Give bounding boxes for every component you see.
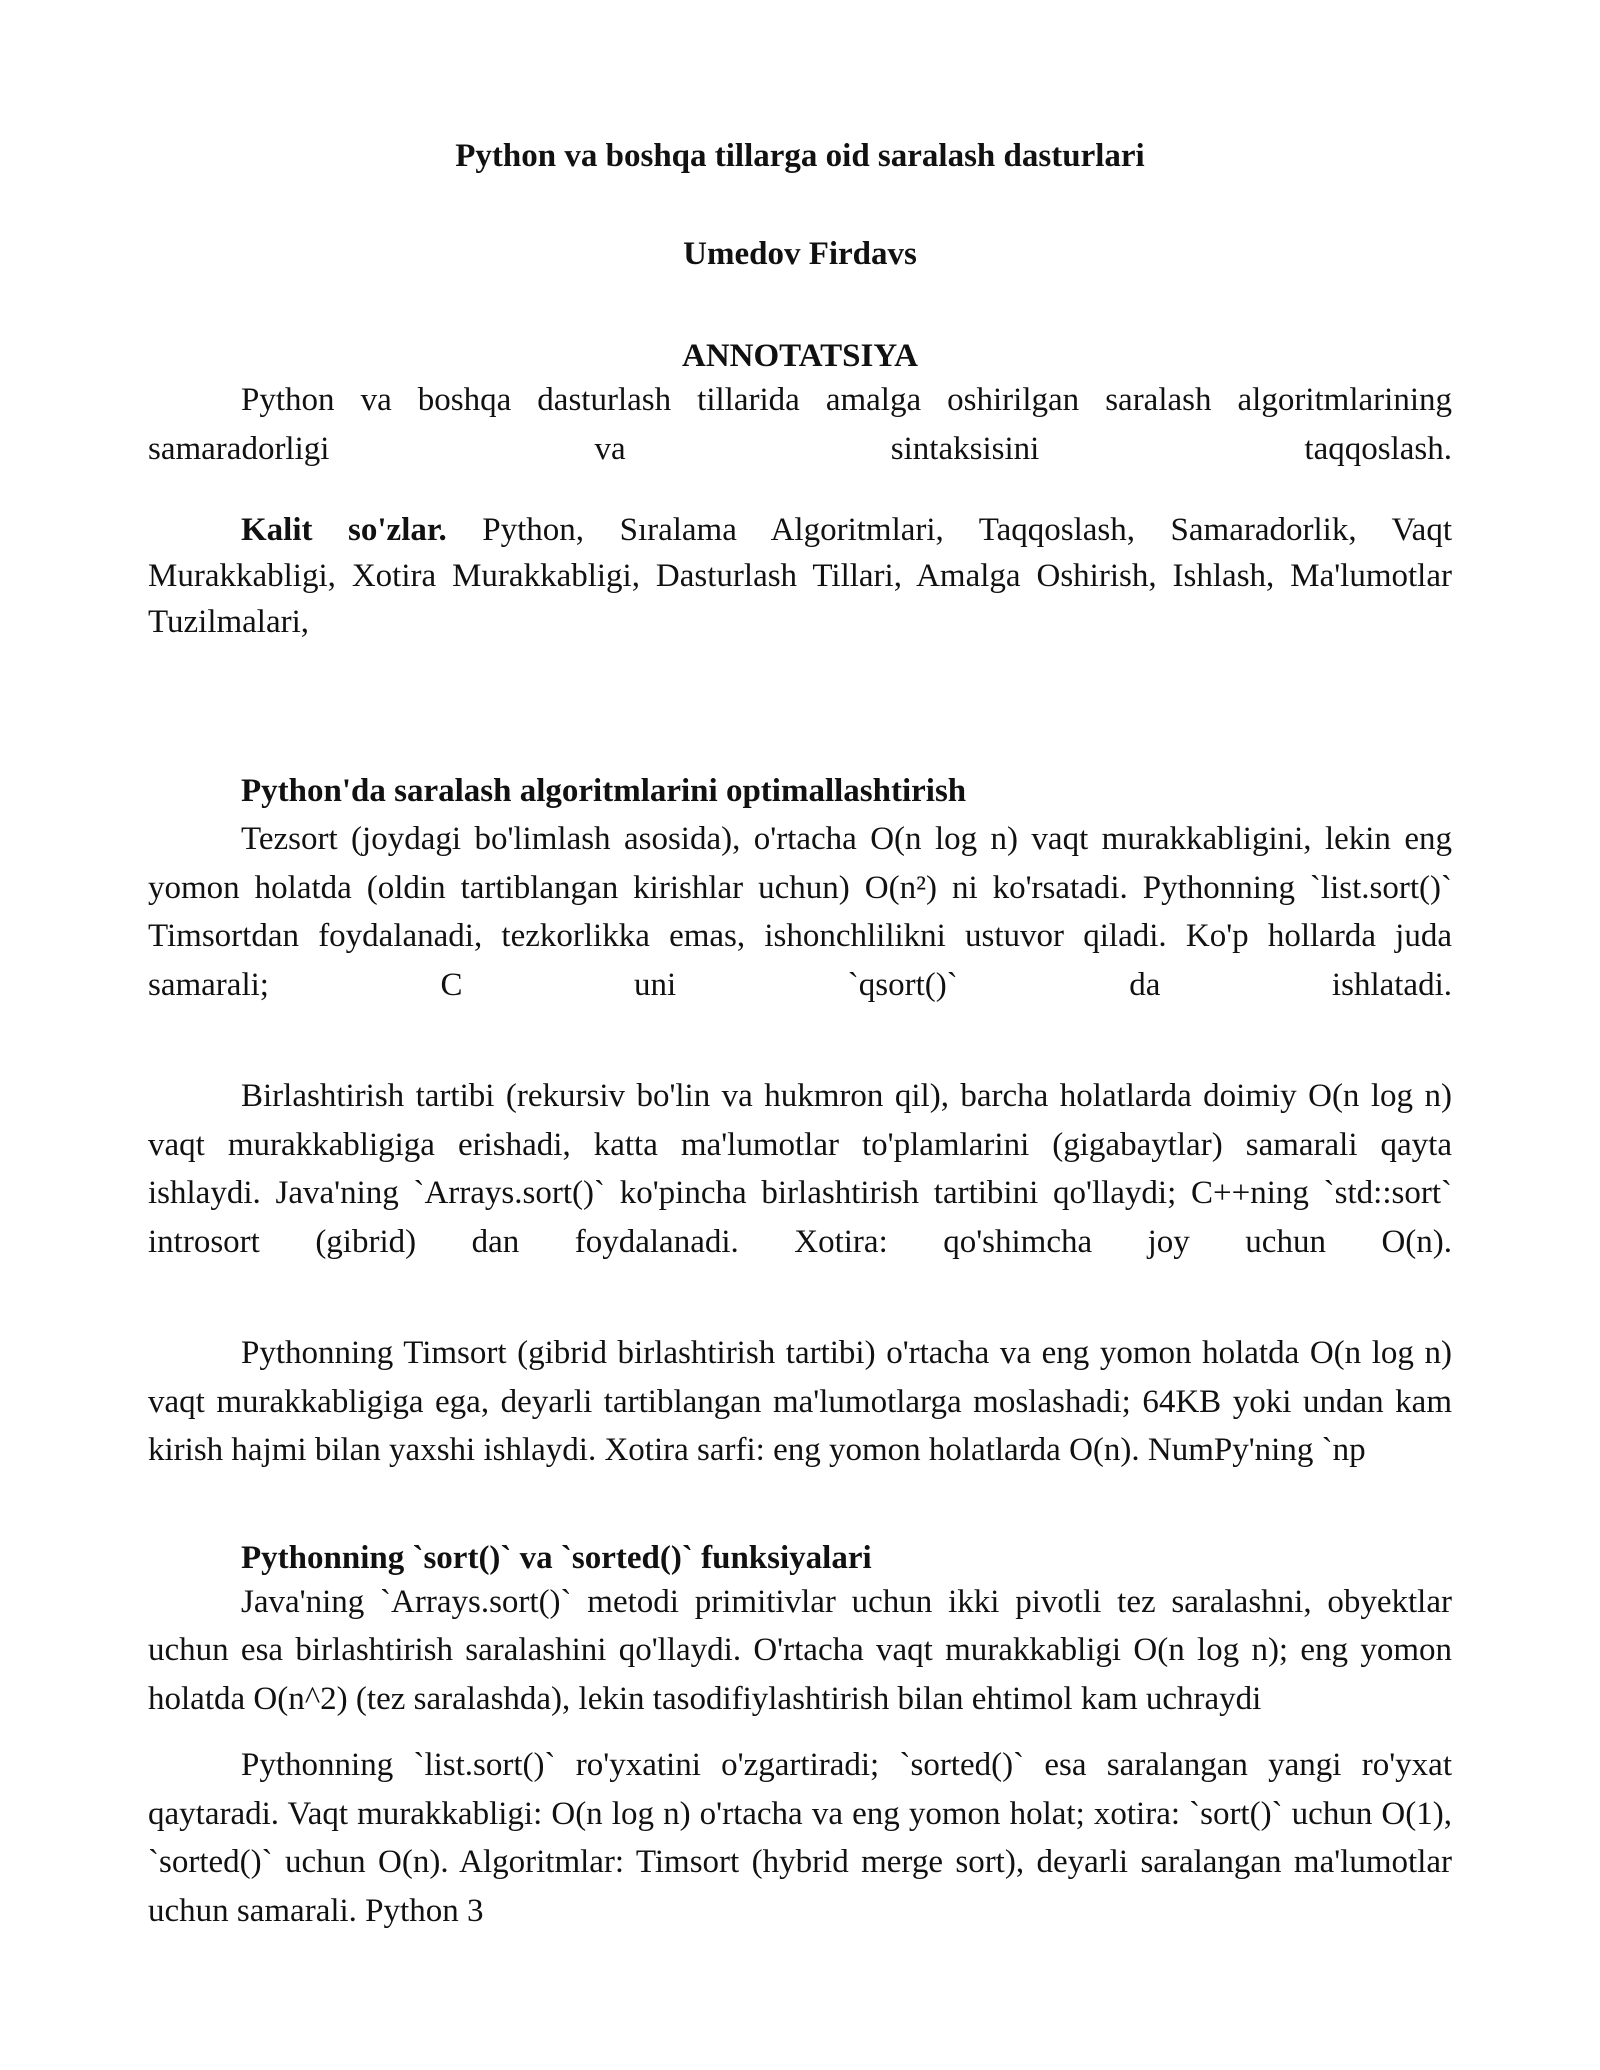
section1-paragraph-2: Birlashtirish tartibi (rekursiv bo'lin va hukmron qil), barcha holatlarda doimiy O(n log n) vaqt murakkabligiga erishadi, katta ma'lumotlar to'plamlarini (gigabaytlar) samarali qayta ishlaydi. Java'ning `Arrays.sort()` ko'pincha birlashtirish tartibini qo'llaydi; C++ning `std::sort` introsort (gibrid) dan foydalanadi. Xotira: qo'shimcha joy uchun O(n).	[148, 1078, 1452, 1260]
keywords-label: Kalit so'zlar.	[241, 512, 447, 548]
keywords-text: Python, Sıralama Algoritmlari, Taqqoslash, Samaradorlik, Vaqt Murakkabligi, Xotira Murakkabligi, Dasturlash Tillari, Amalga Oshirish, Ishlash, Ma'lumotlar Tuzilmalari,	[148, 512, 1452, 640]
abstract-text: Python va boshqa dasturlash tillarida amalga oshirilgan saralash algoritmlarining samaradorligi va sintaksisini taqqoslash.	[148, 382, 1452, 467]
section-heading-sort-functions: Pythonning `sort()` va `sorted()` funksiyalari	[241, 1539, 872, 1576]
section1-paragraph-1: Tezsort (joydagi bo'limlash asosida), o'rtacha O(n log n) vaqt murakkabligini, lekin eng yomon holatda (oldin tartiblangan kirishlar uchun) O(n²) ni ko'rsatadi. Pythonning `list.sort()` Timsortdan foydalanadi, tezkorlikka emas, ishonchlilikni ustuvor qiladi. Ko'p hollarda juda samarali; C uni `qsort()` da ishlatadi.	[148, 821, 1452, 1003]
section2-paragraph-1: Java'ning `Arrays.sort()` metodi primitivlar uchun ikki pivotli tez saralashni, obyektlar uchun esa birlashtirish saralashini qo'llaydi. O'rtacha vaqt murakkabligi O(n log n); eng yomon holatda O(n^2) (tez saralashda), lekin tasodifiylashtirish bilan ehtimol kam uchraydi	[148, 1583, 1452, 1717]
keywords-paragraph	[148, 507, 1452, 645]
document-page	[148, 122, 1452, 1935]
section-heading-optimization: Python'da saralash algoritmlarini optimallashtirish	[241, 773, 967, 809]
section1-paragraph-3: Pythonning Timsort (gibrid birlashtirish tartibi) o'rtacha va eng yomon holatda O(n log n) vaqt murakkabligiga ega, deyarli tartiblangan ma'lumotlarga moslashadi; 64KB yoki undan kam kirish hajmi bilan yaxshi ishlaydi. Xotira sarfi: eng yomon holatlarda O(n). NumPy'ning `np	[148, 1335, 1452, 1468]
author-name: Umedov Firdavs	[683, 236, 917, 272]
abstract-heading: ANNOTATSIYA	[682, 338, 918, 374]
document-title: Python va boshqa tillarga oid saralash dasturlari	[455, 138, 1145, 174]
section2-paragraph-2: Pythonning `list.sort()` ro'yxatini o'zgartiradi; `sorted()` esa saralangan yangi ro'yxat qaytaradi. Vaqt murakkabligi: O(n log n) o'rtacha va eng yomon holat; xotira: `sort()` uchun O(1), `sorted()` uchun O(n). Algoritmlar: Timsort (hybrid merge sort), deyarli saralangan ma'lumotlar uchun samarali. Python 3	[148, 1747, 1452, 1929]
